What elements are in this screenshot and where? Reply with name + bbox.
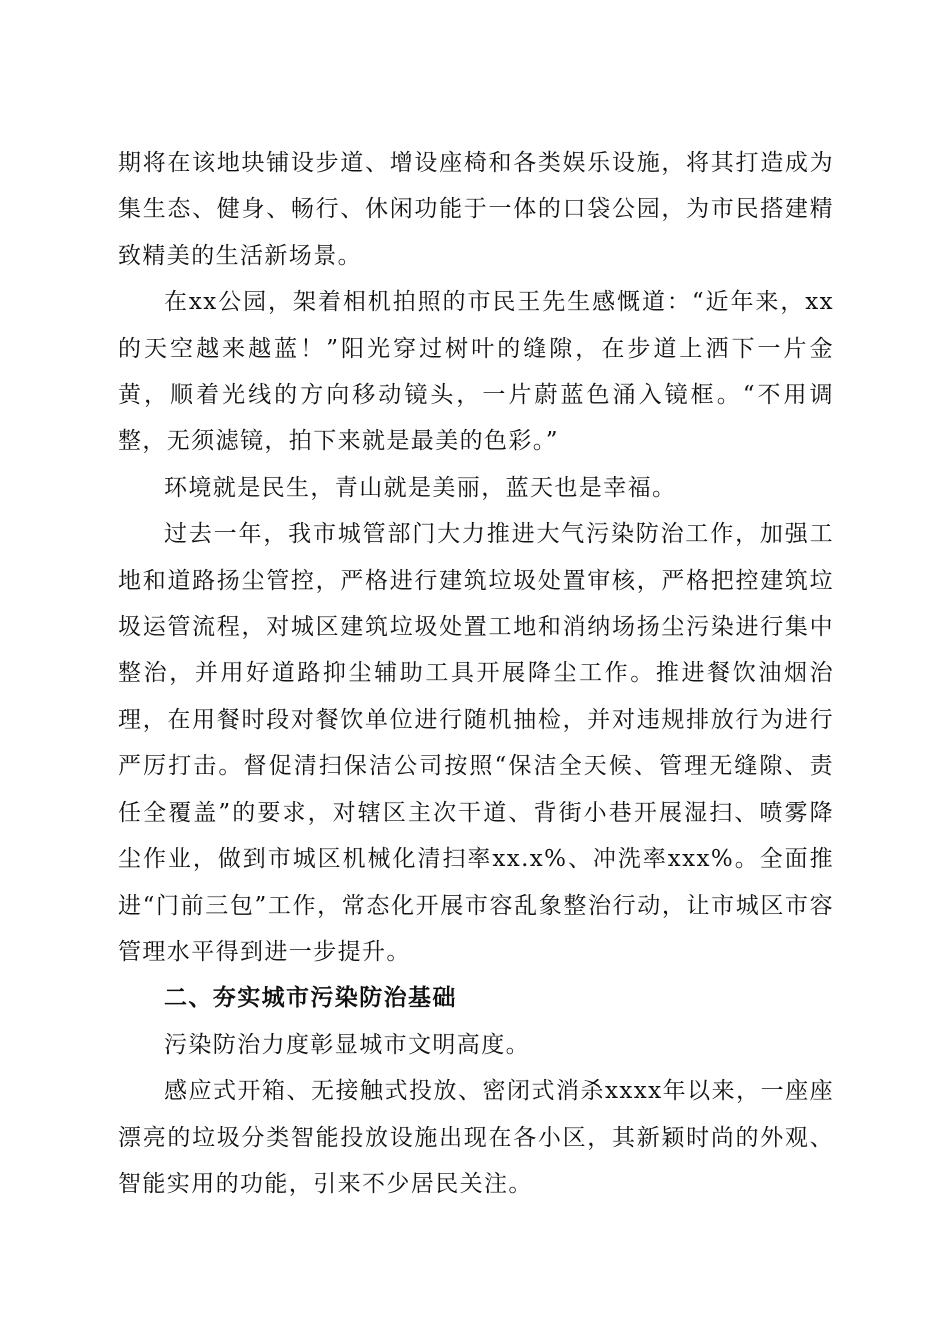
paragraph-air-pollution: 过去一年，我市城管部门大力推进大气污染防治工作，加强工地和道路扬尘管控，严格进行建筑垃圾处置审核，严格把控建筑垃圾运管流程，对城区建筑垃圾处置工地和消纳场扬尘污染进行集中整治，并用好道路抑尘辅助工具开展降尘工作。推进餐饮油烟治理，在用餐时段对餐饮单位进行随机抽检，并对违规排放行为进行严厉打击。督促清扫保洁公司按照“保洁全天候、管理无缝隙、责任全覆盖”的要求，对辖区主次干道、背街小巷开展湿扫、喷雾降尘作业，做到市城区机械化清扫率xx.x%、冲洗率xxx%。全面推进“门前三包”工作，常态化开展市容乱象整治行动，让市城区市容管理水平得到进一步提升。 bbox=[118, 521, 834, 965]
document-body bbox=[118, 140, 834, 1207]
section-heading: 二、夯实城市污染防治基础 bbox=[164, 985, 457, 1012]
paragraph-pollution-control: 污染防治力度彰显城市文明高度。 bbox=[164, 1031, 530, 1058]
paragraph-garbage-sorting: 感应式开箱、无接触式投放、密闭式消杀xxxx年以来，一座座漂亮的垃圾分类智能投放设施出现在各小区，其新颖时尚的外观、智能实用的功能，引来不少居民关注。 bbox=[118, 1078, 834, 1197]
paragraph-continuation: 期将在该地块铺设步道、增设座椅和各类娱乐设施，将其打造成为集生态、健身、畅行、休闲功能于一体的口袋公园，为市民搭建精致精美的生活新场景。 bbox=[118, 150, 834, 269]
paragraph-environment: 环境就是民生，青山就是美丽，蓝天也是幸福。 bbox=[164, 474, 677, 501]
paragraph-park-quote: 在xx公园，架着相机拍照的市民王先生感慨道：“近年来，xx的天空越来越蓝！”阳光穿过树叶的缝隙，在步道上洒下一片金黄，顺着光线的方向移动镜头，一片蔚蓝色涌入镜框。“不用调整，无须滤镜，拍下来就是最美的色彩。” bbox=[118, 289, 834, 455]
